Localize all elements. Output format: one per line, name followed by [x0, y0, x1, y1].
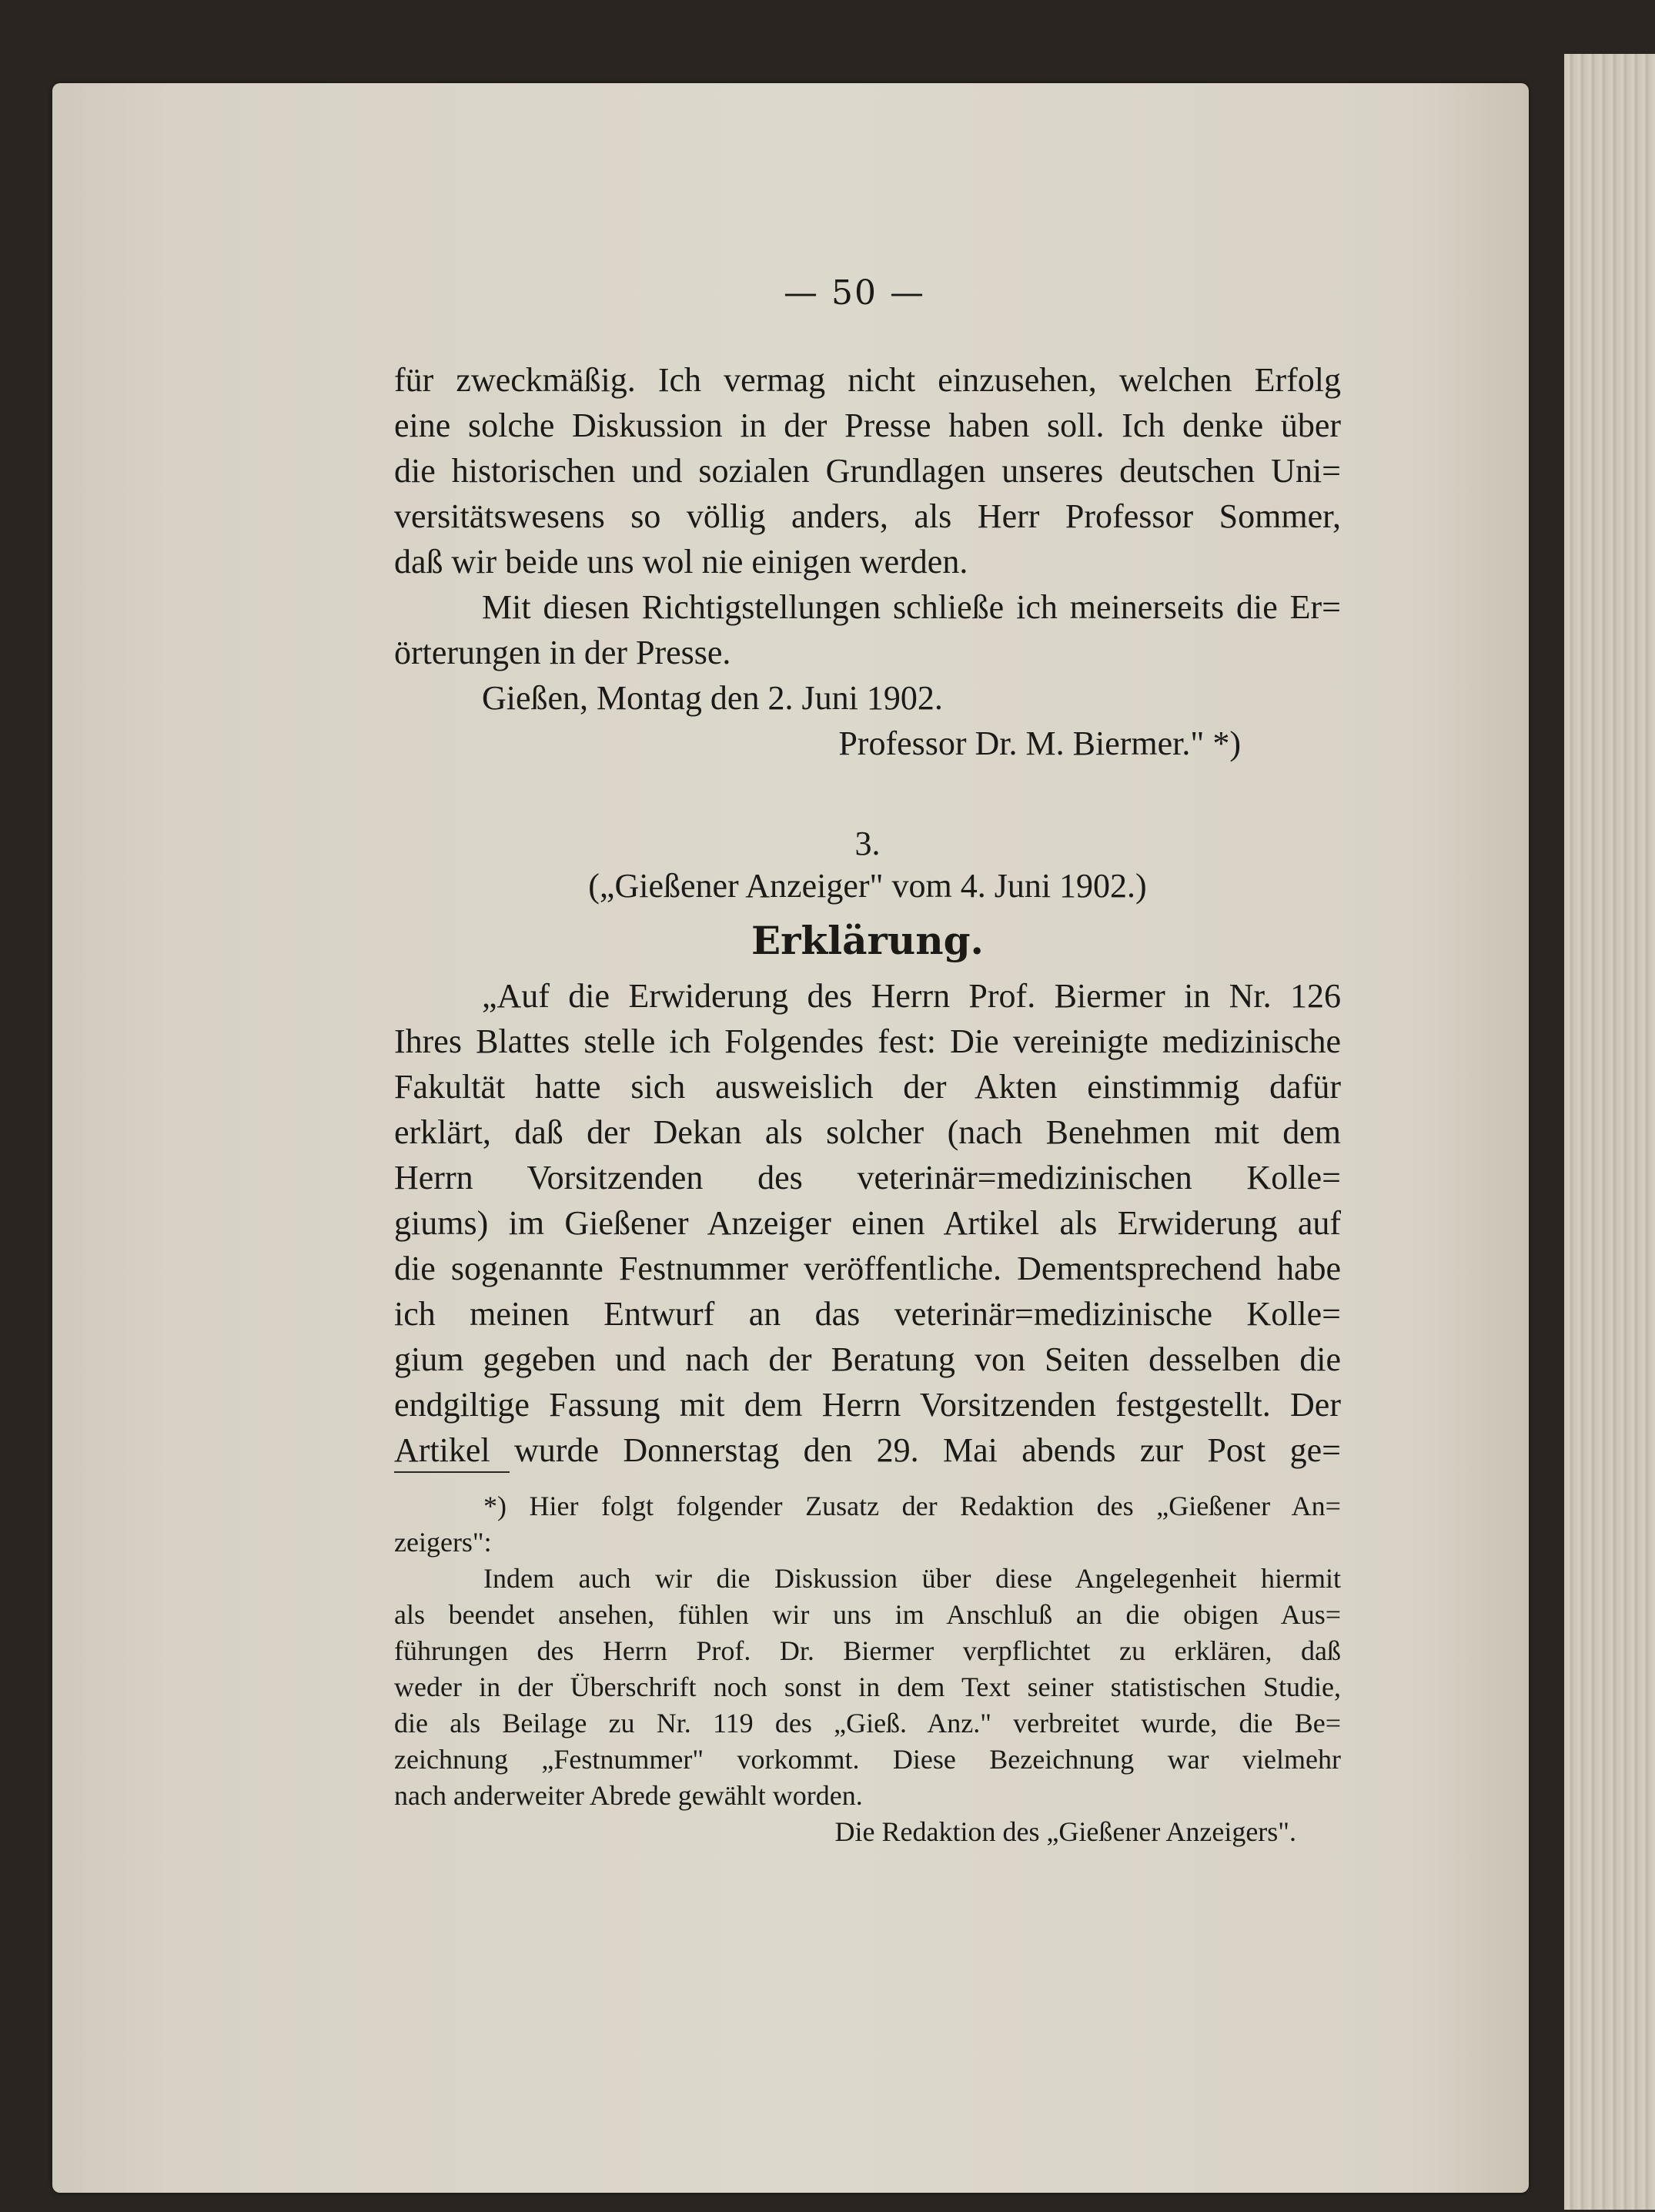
body-line: giums) im Gießener Anzeiger einen Artikel als Erwiderung auf — [394, 1204, 1341, 1242]
footnote-signature: Die Redaktion des „Gießener Anzeigers". — [834, 1816, 1296, 1847]
footnote-line: *) Hier folgt folgender Zusatz der Redaktion des „Gießener An= — [483, 1491, 1341, 1521]
footnote-line: die als Beilage zu Nr. 119 des „Gieß. Anz." verbreitet wurde, die Be= — [394, 1708, 1341, 1738]
footnote-line: zeigers": — [394, 1527, 492, 1558]
dateline: Gießen, Montag den 2. Juni 1902. — [482, 679, 943, 717]
body-line: endgiltige Fassung mit dem Herrn Vorsitzenden festgestellt. Der — [394, 1386, 1341, 1424]
text-line: örterungen in der Presse. — [394, 634, 731, 671]
footnote-line: weder in der Überschrift noch sonst in dem Text seiner statistischen Studie, — [394, 1672, 1341, 1702]
body-line: gium gegeben und nach der Beratung von Seiten desselben die — [394, 1340, 1341, 1378]
footnote-rule — [394, 1471, 510, 1473]
footnote-line: führungen des Herrn Prof. Dr. Biermer verpflichtet zu erklären, daß — [394, 1635, 1341, 1666]
text-line: versitätswesens so völlig anders, als Herr Professor Sommer, — [394, 497, 1341, 535]
source-line: („Gießener Anzeiger" vom 4. Juni 1902.) — [588, 867, 1147, 905]
section-heading: Erklärung. — [751, 918, 984, 963]
body-line: Artikel wurde Donnerstag den 29. Mai abends zur Post ge= — [394, 1431, 1341, 1469]
text-line: Mit diesen Richtigstellungen schließe ich meinerseits die Er= — [482, 588, 1341, 626]
page-number: — 50 — — [784, 273, 925, 313]
body-line: die sogenannte Festnummer veröffentliche. Dementsprechend habe — [394, 1250, 1341, 1287]
footnote-line: Indem auch wir die Diskussion über diese Angelegenheit hiermit — [483, 1563, 1341, 1594]
footnote-line: zeichnung „Festnummer" vorkommt. Diese Bezeichnung war vielmehr — [394, 1744, 1341, 1775]
text-line: für zweckmäßig. Ich vermag nicht einzusehen, welchen Erfolg — [394, 361, 1341, 399]
footnote-line: nach anderweiter Abrede gewählt worden. — [394, 1780, 863, 1811]
footnote-line: als beendet ansehen, fühlen wir uns im Anschluß an die obigen Aus= — [394, 1599, 1341, 1630]
body-line: ich meinen Entwurf an das veterinär=medizinische Kolle= — [394, 1295, 1341, 1333]
text-line: daß wir beide uns wol nie einigen werden. — [394, 543, 968, 581]
body-line: erklärt, daß der Dekan als solcher (nach Benehmen mit dem — [394, 1113, 1341, 1151]
body-line: „Auf die Erwiderung des Herrn Prof. Biermer in Nr. 126 — [482, 977, 1341, 1015]
signature-line: Professor Dr. M. Biermer." *) — [838, 725, 1241, 762]
text-line: die historischen und sozialen Grundlagen unseres deutschen Uni= — [394, 452, 1341, 490]
page-edges — [1564, 54, 1655, 2210]
body-line: Herrn Vorsitzenden des veterinär=medizinischen Kolle= — [394, 1159, 1341, 1196]
body-line: Fakultät hatte sich ausweislich der Akten einstimmig dafür — [394, 1068, 1341, 1106]
section-number: 3. — [854, 825, 881, 862]
body-line: Ihres Blattes stelle ich Folgendes fest: Die vereinigte medizinische — [394, 1022, 1341, 1060]
text-line: eine solche Diskussion in der Presse haben soll. Ich denke über — [394, 407, 1341, 444]
